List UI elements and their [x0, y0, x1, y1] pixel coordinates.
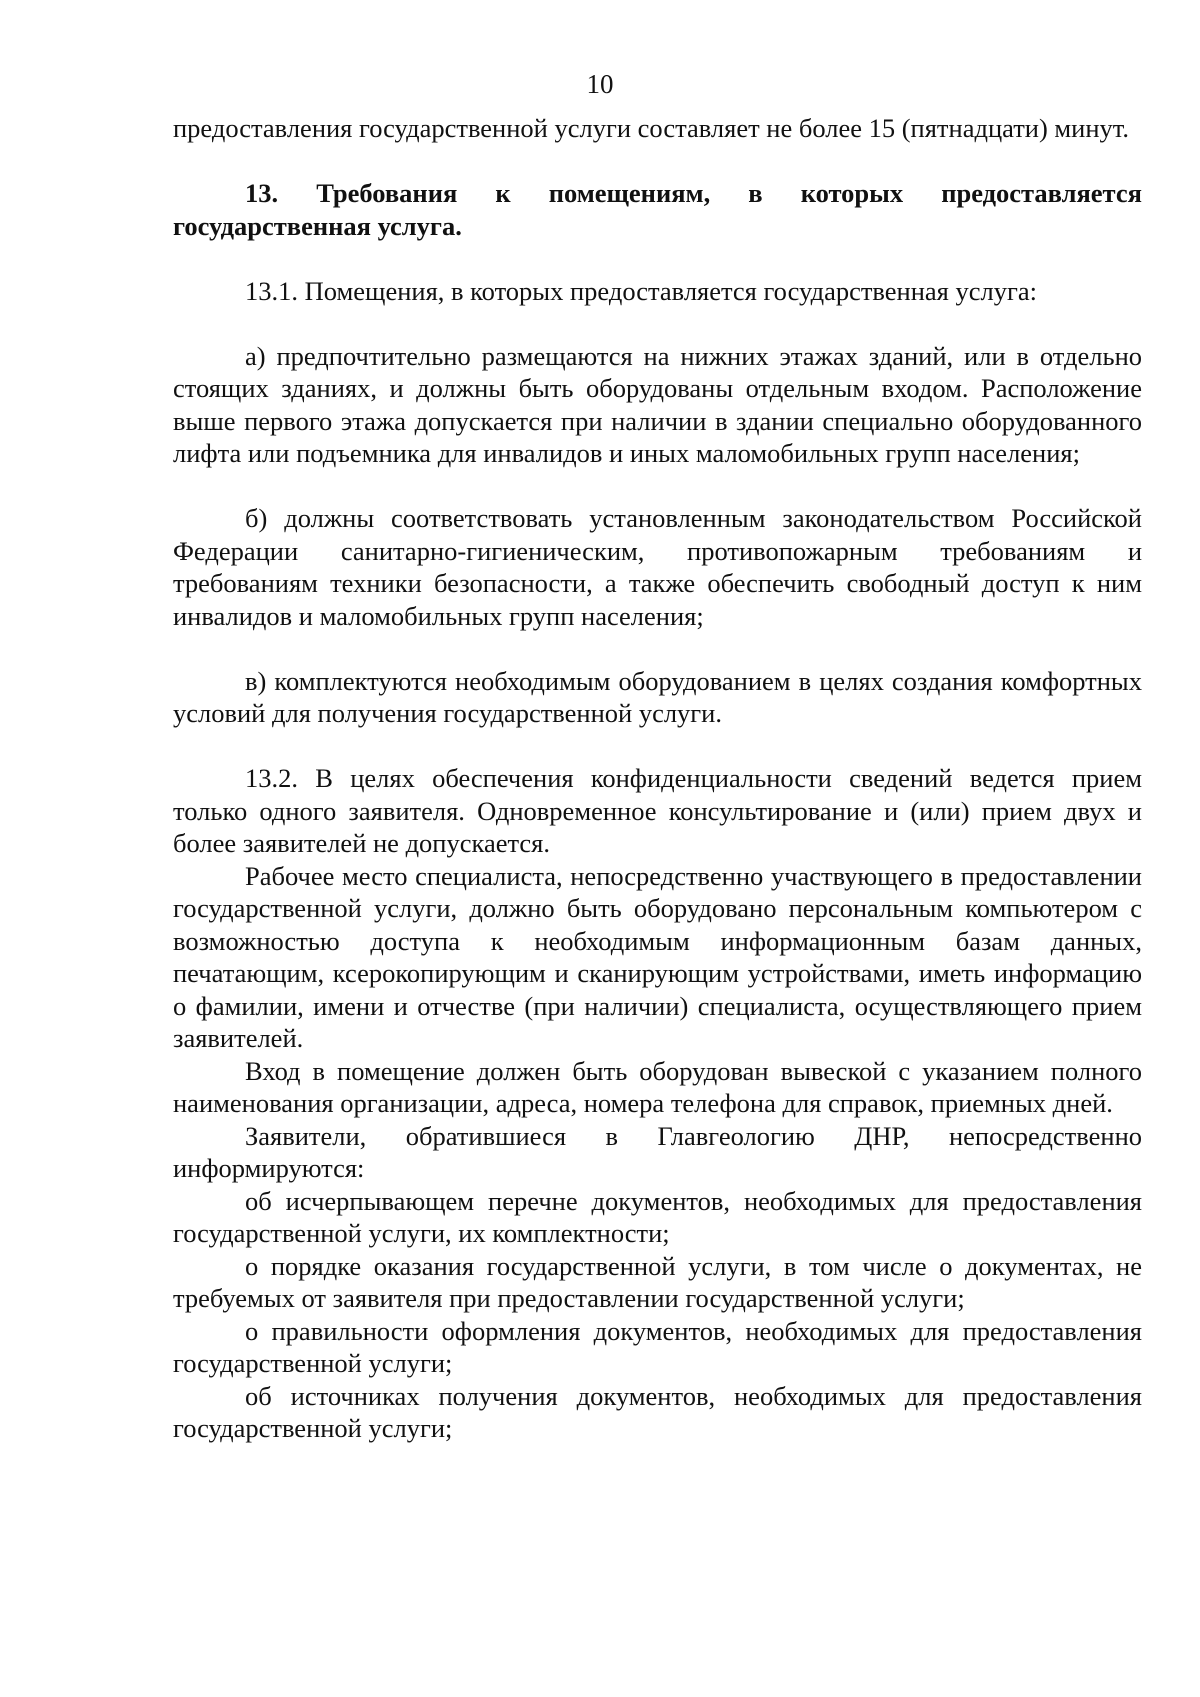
paragraph-continuation: предоставления государственной услуги составляет не более 15 (пятнадцати) минут.	[173, 113, 1130, 143]
paragraph-entrance: Вход в помещение должен быть оборудован вывеской с указанием полного наименования организации, адреса, номера телефона для справок, приемных дней.	[173, 1055, 1142, 1118]
list-item-procedure: о порядке оказания государственной услуги, в том числе о документах, не требуемых от заявителя при предоставлении государственной услуги;	[173, 1250, 1142, 1313]
document-body	[173, 112, 1142, 1445]
list-item-documents-list: об исчерпывающем перечне документов, необходимых для предоставления государственной услуги, их комплектности;	[173, 1185, 1142, 1248]
section-heading-13: 13. Требования к помещениям, в которых предоставляется государственная услуга.	[173, 178, 1142, 241]
paragraph-13-1: 13.1. Помещения, в которых предоставляется государственная услуга:	[245, 275, 1037, 306]
paragraph-item-v: в) комплектуются необходимым оборудованием в целях создания комфортных условий для получения государственной услуги.	[173, 665, 1142, 728]
list-item-correctness: о правильности оформления документов, необходимых для предоставления государственной услуги;	[173, 1315, 1142, 1378]
page-number: 10	[586, 69, 614, 99]
paragraph-applicants-informed: Заявители, обратившиеся в Главгеологию ДНР, непосредственно информируются:	[173, 1120, 1142, 1183]
paragraph-13-2: 13.2. В целях обеспечения конфиденциальности сведений ведется прием только одного заявителя. Одновременное консультирование и (или) прием двух и более заявителей не допускается.	[173, 763, 1142, 858]
list-item-sources: об источниках получения документов, необходимых для предоставления государственной услуги;	[173, 1380, 1142, 1443]
paragraph-item-a: а) предпочтительно размещаются на нижних этажах зданий, или в отдельно стоящих зданиях, и должны быть оборудованы отдельным входом. Расположение выше первого этажа допускается при наличии в здании специально оборудованного лифта или подъемника для инвалидов и иных маломобильных групп населения;	[173, 340, 1142, 468]
paragraph-item-b: б) должны соответствовать установленным законодательством Российской Федерации санитарно-гигиеническим, противопожарным требованиям и требованиям техники безопасности, а также обеспечить свободный доступ к ним инвалидов и маломобильных групп населения;	[173, 503, 1142, 631]
paragraph-workplace: Рабочее место специалиста, непосредственно участвующего в предоставлении государственной услуги, должно быть оборудовано персональным компьютером с возможностью доступа к необходимым информационным базам данных, печатающим, ксерокопирующим и сканирующим устройствами, иметь информацию о фамилии, имени и отчестве (при наличии) специалиста, осуществляющего прием заявителей.	[173, 860, 1142, 1053]
